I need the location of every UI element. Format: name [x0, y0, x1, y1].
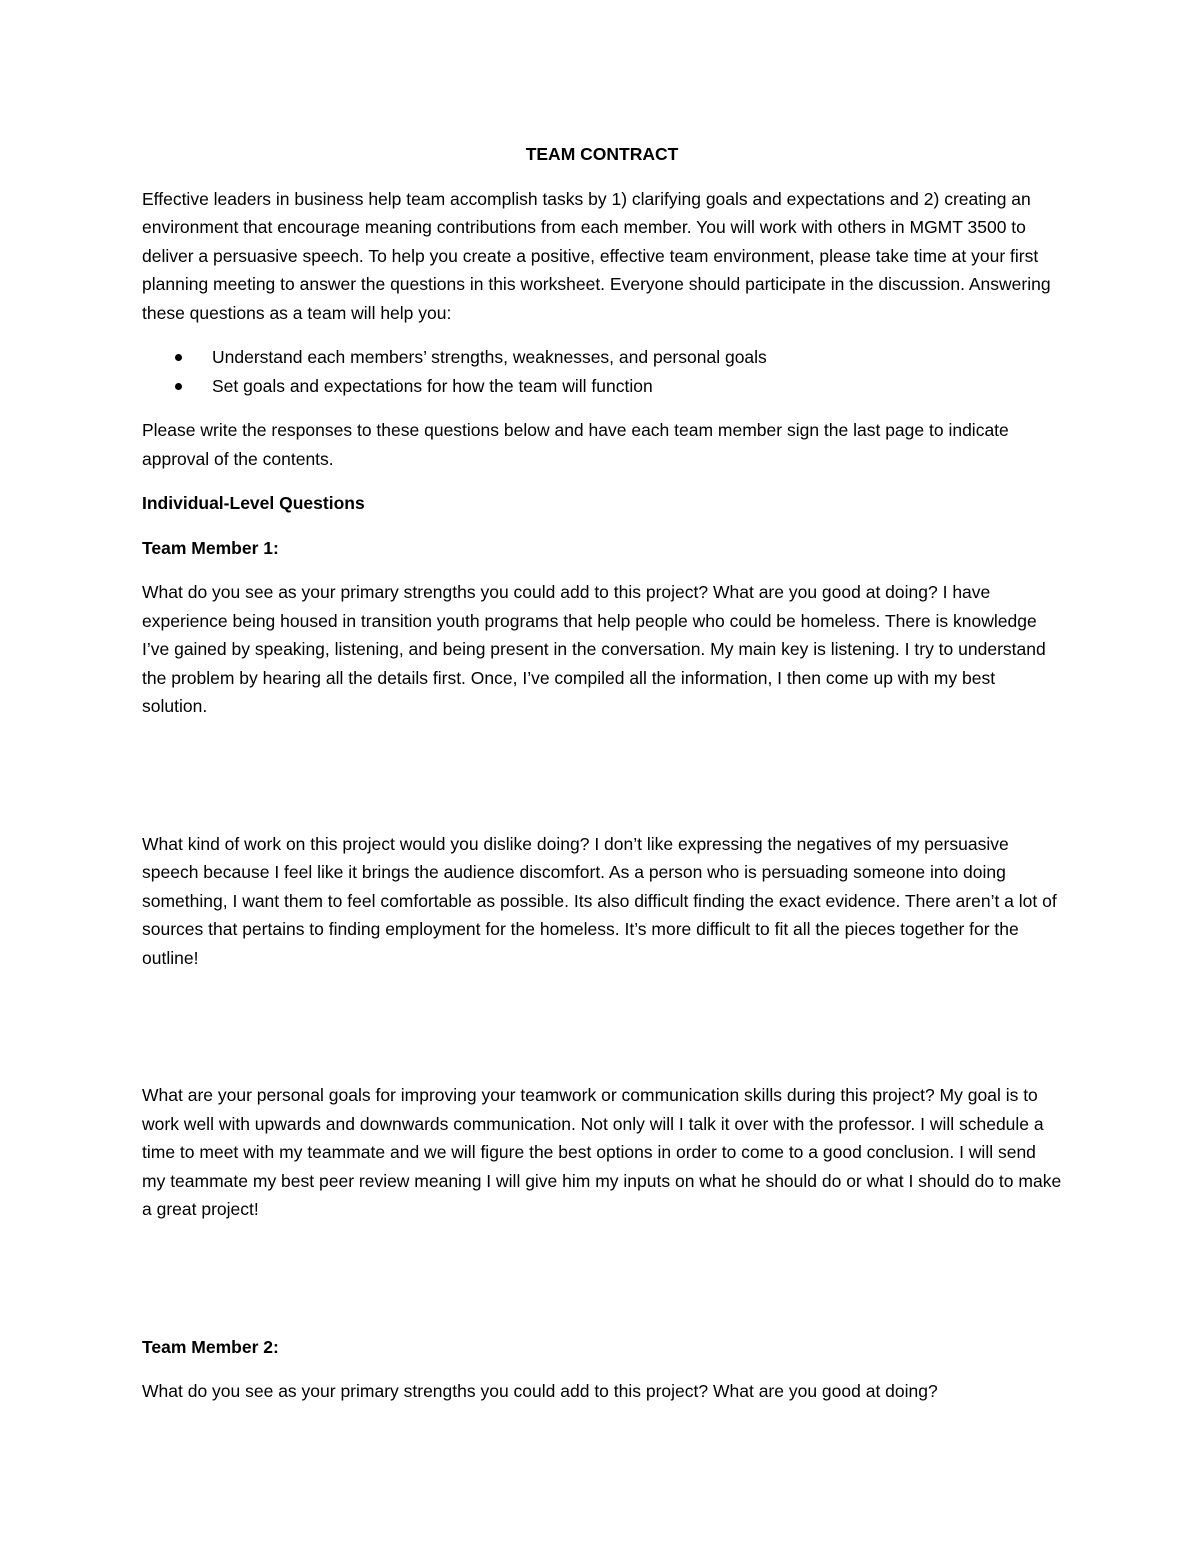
member2-heading: Team Member 2:	[142, 1336, 279, 1357]
blank-space	[142, 737, 1062, 830]
bullet-icon	[175, 354, 182, 361]
member1-dislike-answer: What kind of work on this project would you dislike doing? I don’t like expressing the negatives of my persuasive speech because I feel like it brings the audience discomfort. As a person who is persuading someone into doing something, I want them to feel comfortable as possible. Its also difficult finding the exact evidence. There aren’t a lot of sources that pertains to finding employment for the homeless. It’s more difficult to fit all the pieces together for the outline!	[142, 833, 1057, 968]
bullet-item	[142, 343, 1062, 372]
goals-bullet-list	[142, 343, 1062, 400]
member2-strengths-question: What do you see as your primary strengths you could add to this project? What are you good at doing?	[142, 1381, 938, 1401]
instructions-paragraph: Please write the responses to these questions below and have each team member sign the last page to indicate approval of the contents.	[142, 420, 1009, 469]
member1-heading: Team Member 1:	[142, 537, 279, 558]
intro-paragraph: Effective leaders in business help team accomplish tasks by 1) clarifying goals and expectations and 2) creating an environment that encourage meaning contributions from each member. You will work with others in MGMT 3500 to deliver a persuasive speech. To help you create a positive, effective team environment, please take time at your first planning meeting to answer the questions in this worksheet. Everyone should participate in the discussion. Answering these questions as a team will help you:	[142, 188, 1051, 323]
document-title: TEAM CONTRACT	[525, 144, 679, 164]
member1-goals-answer: What are your personal goals for improving your teamwork or communication skills during this project? My goal is to work well with upwards and downwards communication. Not only will I talk it over with the professor. I will schedule a time to meet with my teammate and we will figure the best options in order to come to a good conclusion. I will send my teammate my best peer review meaning I will give him my inputs on what he should do or what I should do to make a great project!	[142, 1085, 1062, 1219]
bullet-icon	[175, 383, 182, 390]
blank-space	[142, 1240, 1062, 1333]
bullet-text: Understand each members’ strengths, weaknesses, and personal goals	[212, 347, 767, 367]
bullet-item	[142, 372, 1062, 401]
member1-strengths-answer: What do you see as your primary strengths you could add to this project? What are you good at doing? I have experience being housed in transition youth programs that help people who could be homeless. There is knowledge I’ve gained by speaking, listening, and being present in the conversation. My main key is listening. I try to understand the problem by hearing all the details first. Once, I’ve compiled all the information, I then come up with my best solution.	[142, 582, 1046, 716]
section-heading: Individual-Level Questions	[142, 493, 365, 513]
document-body	[142, 140, 1062, 1422]
blank-space	[142, 988, 1062, 1081]
bullet-text: Set goals and expectations for how the team will function	[212, 375, 653, 396]
